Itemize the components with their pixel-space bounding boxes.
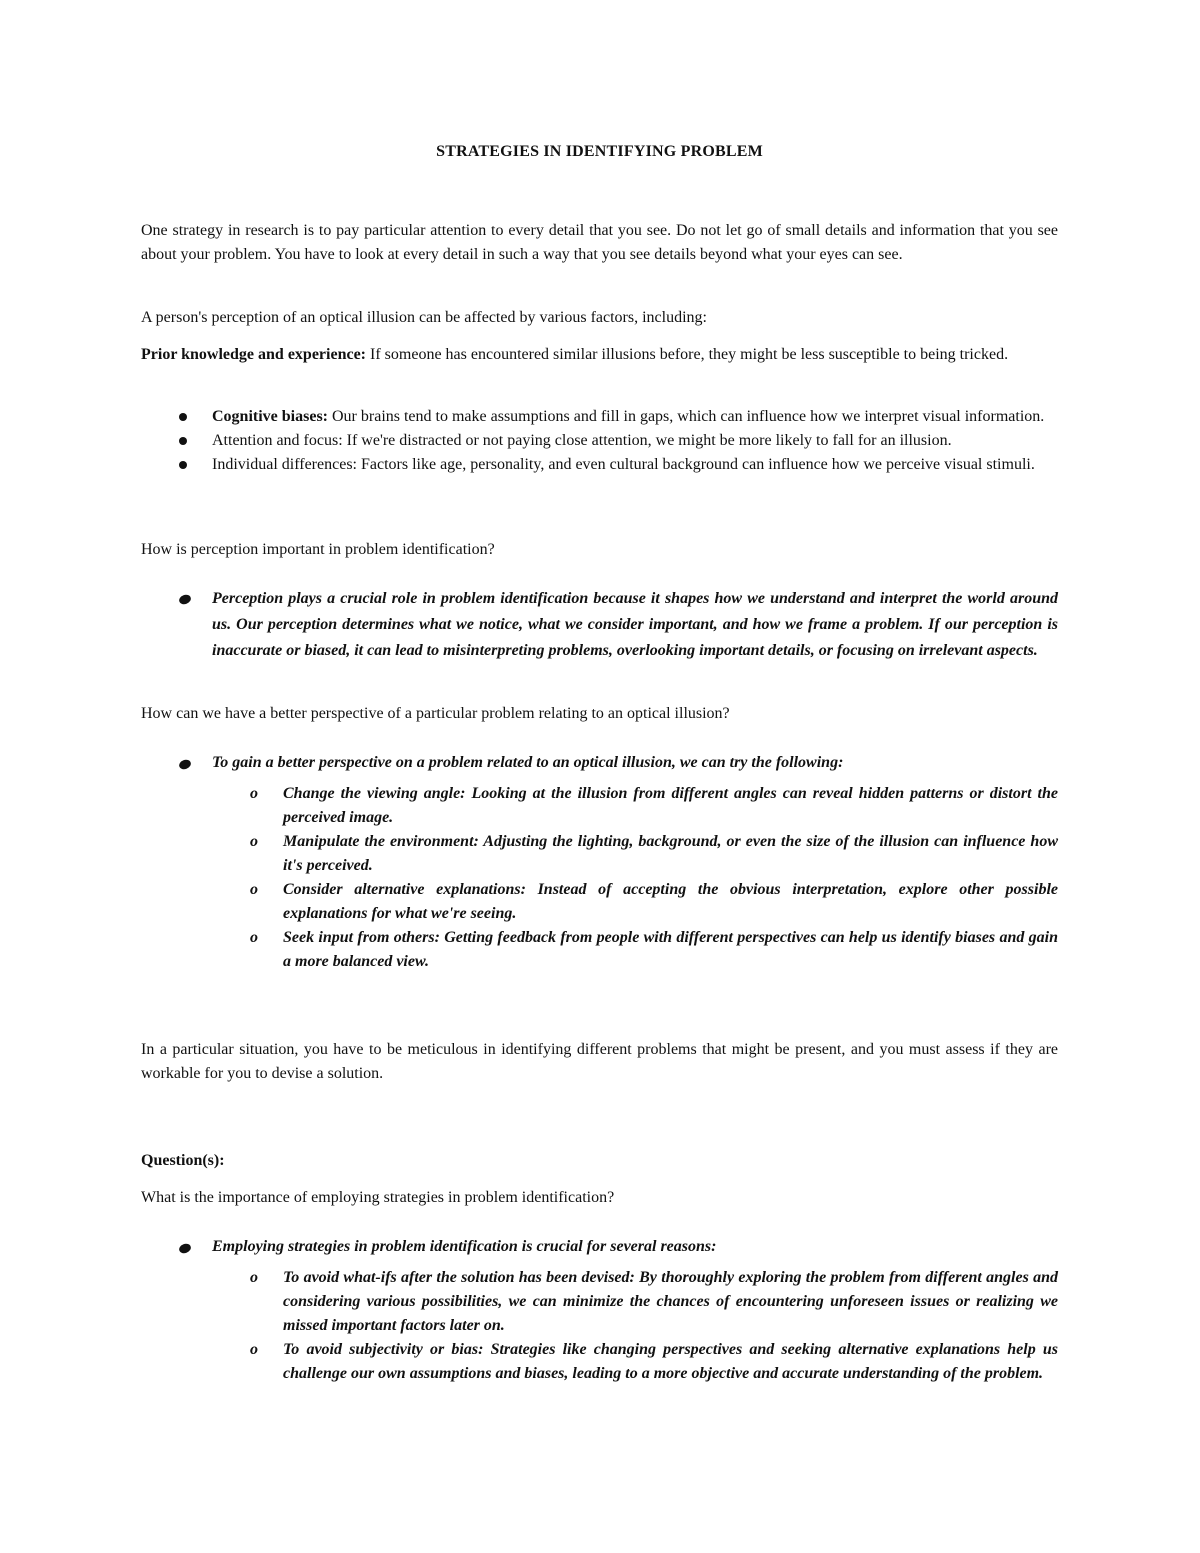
- factors-list: [141, 405, 1058, 477]
- document-title: STRATEGIES IN IDENTIFYING PROBLEM: [436, 143, 763, 160]
- list-item: [141, 751, 1058, 974]
- answer-1-list: [141, 586, 1058, 664]
- question-3: What is the importance of employing strategies in problem identification?: [141, 1189, 615, 1206]
- list-item: [141, 1235, 1058, 1386]
- answer-3-sublist: [212, 1266, 1058, 1386]
- sub-item-text: Seek input from others: Getting feedback from people with different perspectives can help us identify biases and gain a more balanced view.: [283, 929, 1058, 970]
- list-item: [212, 1338, 1058, 1386]
- sub-item-text: Change the viewing angle: Looking at the illusion from different angles can reveal hidden patterns or distort the perceived image.: [283, 785, 1058, 826]
- factor-text: Our brains tend to make assumptions and fill in gaps, which can influence how we interpret visual information.: [328, 408, 1045, 425]
- circle-bullet-icon: o: [250, 833, 258, 850]
- questions-heading: Question(s):: [141, 1152, 225, 1169]
- sub-item-text: To avoid subjectivity or bias: Strategies like changing perspectives and seeking alternative explanations help us challenge our own assumptions and biases, leading to a more objective and accurate understanding of the problem.: [283, 1341, 1058, 1382]
- list-item: [141, 429, 1058, 453]
- factor-text: Individual differences: Factors like age, personality, and even cultural background can influence how we perceive visual stimuli.: [212, 456, 1035, 473]
- answer-1-text: Perception plays a crucial role in problem identification because it shapes how we understand and interpret the world around us. Our perception determines what we notice, what we consider important, and how we frame a problem. If our perception is inaccurate or biased, it can lead to misinterpreting problems, overlooking important details, or focusing on irrelevant aspects.: [212, 590, 1058, 659]
- prior-knowledge-label: Prior knowledge and experience:: [141, 346, 367, 363]
- list-item: [141, 453, 1058, 477]
- sub-item-text: Consider alternative explanations: Instead of accepting the obvious interpretation, explore other possible explanations for what we're seeing.: [283, 881, 1058, 922]
- list-item: [212, 830, 1058, 878]
- bullet-icon: [179, 437, 187, 445]
- bullet-icon: [178, 1242, 192, 1255]
- circle-bullet-icon: o: [250, 881, 258, 898]
- closing-paragraph: In a particular situation, you have to be meticulous in identifying different problems that might be present, and you must assess if they are workable for you to devise a solution.: [141, 1041, 1058, 1082]
- question-1: How is perception important in problem identification?: [141, 541, 495, 558]
- sub-item-text: To avoid what-ifs after the solution has been devised: By thoroughly exploring the problem from different angles and considering various possibilities, we can minimize the chances of encountering unforeseen issues or realizing we missed important factors later on.: [283, 1269, 1058, 1334]
- sub-item-text: Manipulate the environment: Adjusting the lighting, background, or even the size of the illusion can influence how it's perceived.: [283, 833, 1058, 874]
- list-item: [212, 878, 1058, 926]
- circle-bullet-icon: o: [250, 1269, 258, 1286]
- factor-text: Attention and focus: If we're distracted or not paying close attention, we might be more likely to fall for an illusion.: [212, 432, 952, 449]
- answer-2-list: [141, 751, 1058, 974]
- list-item: [212, 926, 1058, 974]
- bullet-icon: [179, 461, 187, 469]
- answer-2-intro: To gain a better perspective on a problem related to an optical illusion, we can try the following:: [212, 754, 844, 771]
- answer-3-intro: Employing strategies in problem identification is crucial for several reasons:: [212, 1238, 717, 1255]
- circle-bullet-icon: o: [250, 929, 258, 946]
- bullet-icon: [179, 413, 187, 421]
- factor-label: Cognitive biases:: [212, 408, 328, 425]
- bullet-icon: [178, 593, 192, 606]
- answer-2-sublist: [212, 782, 1058, 974]
- answer-3-list: [141, 1235, 1058, 1386]
- list-item: [212, 1266, 1058, 1338]
- list-item: [141, 586, 1058, 664]
- circle-bullet-icon: o: [250, 1341, 258, 1358]
- perception-intro: A person's perception of an optical illusion can be affected by various factors, including:: [141, 309, 707, 326]
- list-item: [141, 405, 1058, 429]
- prior-knowledge-text: If someone has encountered similar illusions before, they might be less susceptible to being tricked.: [366, 346, 1009, 363]
- circle-bullet-icon: o: [250, 785, 258, 802]
- prior-knowledge-paragraph: [141, 343, 1058, 367]
- question-2: How can we have a better perspective of a particular problem relating to an optical illusion?: [141, 705, 730, 722]
- intro-paragraph: One strategy in research is to pay particular attention to every detail that you see. Do not let go of small details and information that you see about your problem. You have to look at every detail in such a way that you see details beyond what your eyes can see.: [141, 222, 1058, 263]
- list-item: [212, 782, 1058, 830]
- bullet-icon: [178, 758, 192, 771]
